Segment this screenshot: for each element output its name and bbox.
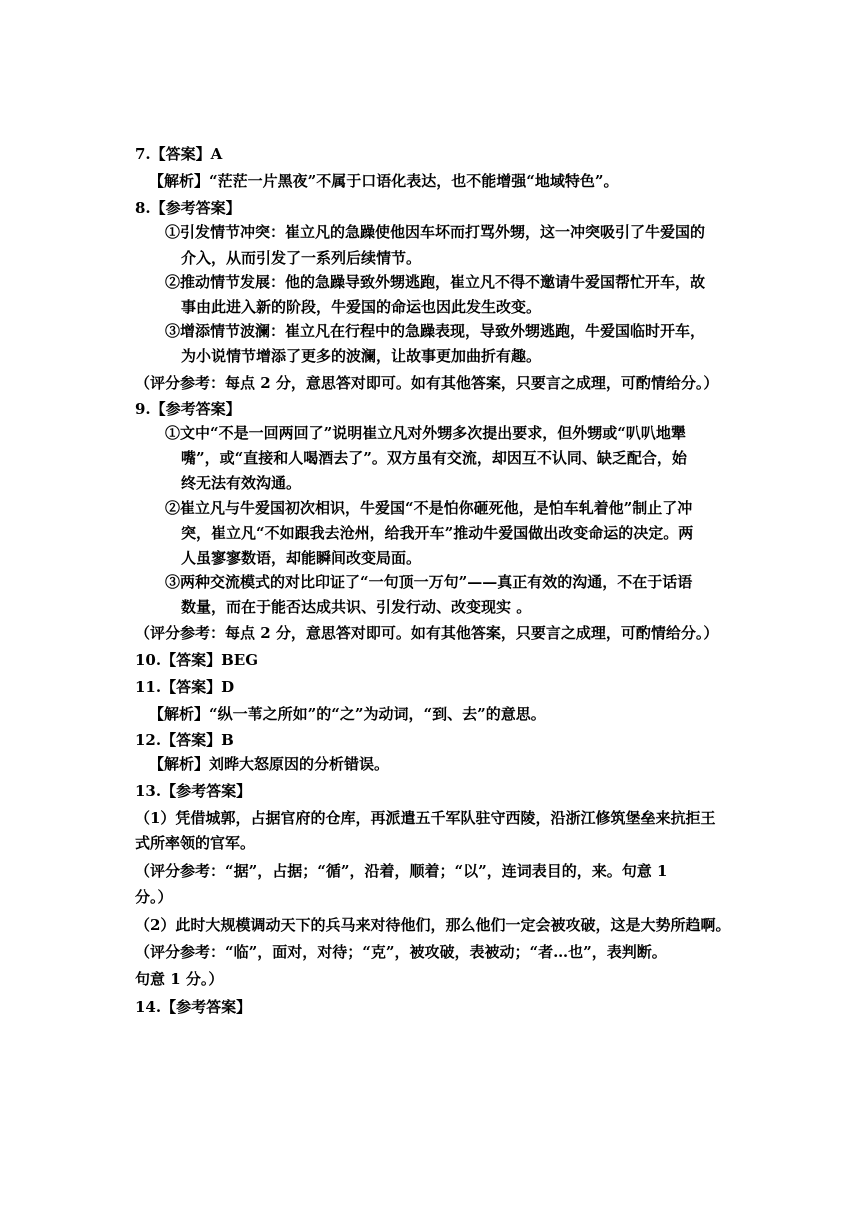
q9-point2-line3: 人虽寥寥数语，却能瞬间改变局面。 — [181, 549, 422, 567]
q13-heading: 13.【参考答案】 — [135, 782, 252, 800]
q12-analysis: 【解析】刘晔大怒原因的分析错误。 — [149, 755, 390, 773]
q9-point2-line1: ②崔立凡与牛爱国初次相识，牛爱国“不是怕你砸死他，是怕车轧着他”制止了冲 — [165, 499, 693, 517]
q9-scoring-note: （评分参考：每点 2 分，意思答对即可。如有其他答案，只要言之成理，可酌情给分。） — [135, 624, 719, 642]
q9-point3-line1: ③两种交流模式的对比印证了“一句顶一万句”——真正有效的沟通，不在于话语 — [165, 573, 693, 591]
q8-point3-line2: 为小说情节增添了更多的波澜，让故事更加曲折有趣。 — [181, 347, 542, 365]
q8-heading: 8.【参考答案】 — [135, 199, 241, 217]
q13-answer1-line2: 式所率领的官军。 — [135, 834, 256, 852]
q13-scoring1-line2: 分。） — [135, 888, 173, 906]
q8-scoring-note: （评分参考：每点 2 分，意思答对即可。如有其他答案，只要言之成理，可酌情给分。） — [135, 374, 719, 392]
q13-answer1-line1: （1）凭借城郭，占据官府的仓库，再派遣五千军队驻守西陵，沿浙江修筑堡垒来抗拒王 — [135, 809, 716, 827]
q13-answer2: （2）此时大规模调动天下的兵马来对待他们，那么他们一定会被攻破，这是大势所趋啊。 — [135, 916, 731, 934]
q7-analysis: 【解析】“茫茫一片黑夜”不属于口语化表达，也不能增强“地域特色”。 — [149, 172, 619, 190]
q13-scoring2-line1: （评分参考：“临”，面对，对待；“克”，被攻破，表被动；“者…也”，表判断。 — [135, 943, 667, 961]
q9-heading: 9.【参考答案】 — [135, 400, 241, 418]
q7-answer: 7.【答案】A — [135, 145, 223, 163]
q14-heading: 14.【参考答案】 — [135, 998, 252, 1016]
q9-point1-line1: ①文中“不是一回两回了”说明崔立凡对外甥多次提出要求，但外甥或“叭叭地犟 — [165, 424, 686, 442]
q8-point1-line1: ①引发情节冲突：崔立凡的急躁使他因车坏而打骂外甥，这一冲突吸引了牛爱国的 — [165, 223, 706, 241]
q13-scoring1-line1: （评分参考：“据”，占据；“循”，沿着，顺着；“以”，连词表目的，来。句意 1 — [135, 862, 668, 880]
q11-analysis: 【解析】“纵一苇之所如”的“之”为动词，“到、去”的意思。 — [149, 705, 546, 723]
q8-point2-line1: ②推动情节发展：他的急躁导致外甥逃跑，崔立凡不得不邀请牛爱国帮忙开车，故 — [165, 273, 706, 291]
q11-answer: 11.【答案】D — [135, 678, 235, 696]
q8-point1-line2: 介入，从而引发了一系列后续情节。 — [181, 249, 422, 267]
q8-point2-line2: 事由此进入新的阶段，牛爱国的命运也因此发生改变。 — [181, 298, 542, 316]
q12-answer: 12.【答案】B — [135, 731, 234, 749]
q8-point3-line1: ③增添情节波澜：崔立凡在行程中的急躁表现，导致外甥逃跑，牛爱国临时开车， — [165, 322, 706, 340]
q9-point1-line2: 嘴”，或“直接和人喝酒去了”。双方虽有交流，却因互不认同、缺乏配合，始 — [181, 449, 687, 467]
q9-point2-line2: 突，崔立凡“不如跟我去沧州，给我开车”推动牛爱国做出改变命运的决定。两 — [181, 524, 694, 542]
q13-scoring2-line2: 句意 1 分。） — [135, 970, 224, 988]
q9-point1-line3: 终无法有效沟通。 — [181, 474, 302, 492]
q9-point3-line2: 数量，而在于能否达成共识、引发行动、改变现实 。 — [181, 598, 532, 616]
q10-answer: 10.【答案】BEG — [135, 651, 259, 669]
